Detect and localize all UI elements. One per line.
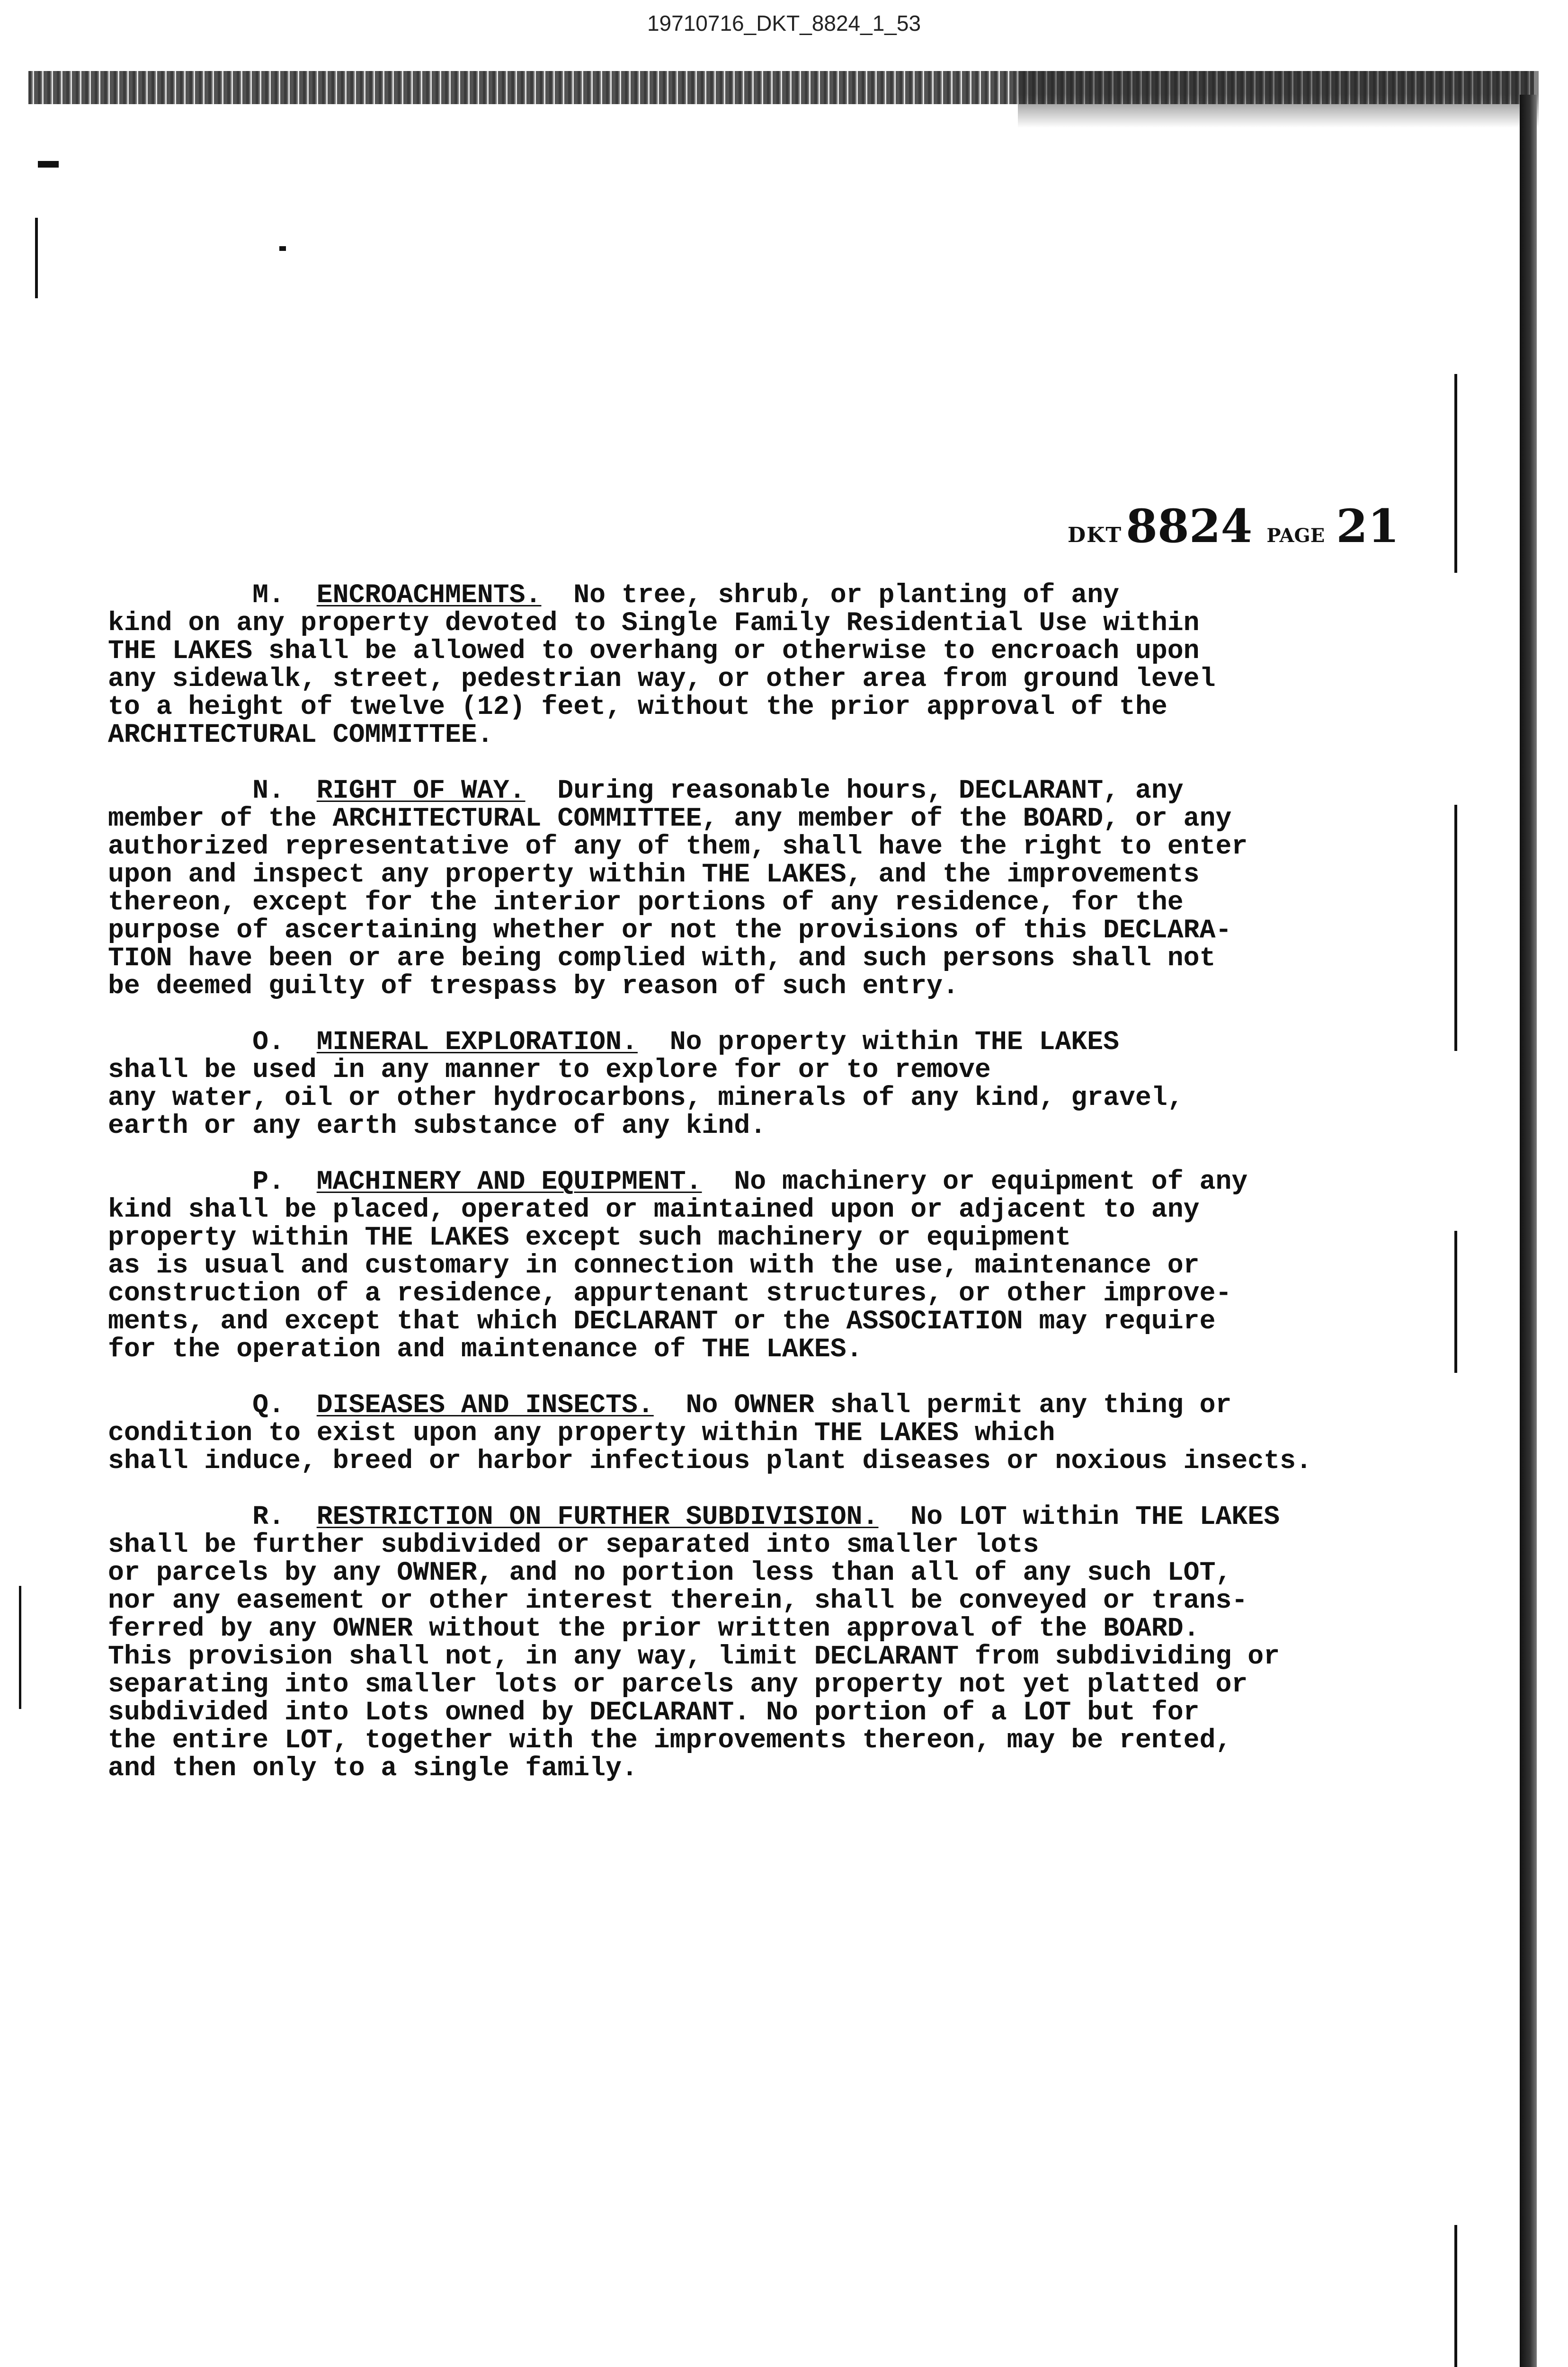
section-letter: N. — [252, 775, 285, 806]
section-title: MACHINERY AND EQUIPMENT. — [316, 1166, 702, 1197]
scan-left-tick — [35, 218, 38, 298]
text-line: for the operation and maintenance of THE LAKES. — [108, 1334, 863, 1364]
section-letter: R. — [252, 1502, 285, 1532]
text-line: shall be used in any manner to explore for or to remove — [108, 1055, 991, 1085]
text-line: shall be further subdivided or separated into smaller lots — [108, 1530, 1039, 1560]
section-title: RIGHT OF WAY. — [316, 775, 526, 806]
stamp-dkt-label: DKT — [1068, 523, 1123, 547]
text-line: construction of a residence, appurtenant structures, or other improve- — [108, 1278, 1232, 1308]
section-title: MINERAL EXPLORATION. — [316, 1027, 638, 1057]
text-line: TION have been or are being complied with, and such persons shall not — [108, 943, 1216, 973]
section-first-text: No OWNER shall permit any thing or — [686, 1390, 1232, 1420]
section-heading-line — [108, 1028, 1396, 1056]
document-id-header: 19710716_DKT_8824_1_53 — [647, 11, 921, 36]
text-line: to a height of twelve (12) feet, without the prior approval of the — [108, 692, 1167, 722]
section-first-text: No machinery or equipment of any — [734, 1166, 1248, 1197]
text-line: ARCHITECTURAL COMMITTEE. — [108, 720, 493, 750]
text-line: condition to exist upon any property within THE LAKES which — [108, 1418, 1055, 1448]
text-line: upon and inspect any property within THE LAKES, and the improvements — [108, 859, 1200, 890]
section-heading-line — [108, 1503, 1396, 1531]
stamp-book-number: 8824 — [1126, 499, 1253, 553]
section-letter: P. — [252, 1166, 285, 1197]
section-letter: Q. — [252, 1390, 285, 1420]
text-line: THE LAKES shall be allowed to overhang or otherwise to encroach upon — [108, 636, 1200, 666]
scan-right-tick — [1454, 374, 1457, 573]
section-heading-line — [108, 1391, 1396, 1419]
text-line: member of the ARCHITECTURAL COMMITTEE, any member of the BOARD, or any — [108, 803, 1232, 834]
stamp-page-label: PAGE — [1266, 525, 1325, 547]
text-line: nor any easement or other interest therein, shall be conveyed or trans- — [108, 1585, 1248, 1616]
text-line: kind on any property devoted to Single Family Residential Use within — [108, 608, 1200, 638]
recording-stamp — [1068, 499, 1399, 553]
section-p — [108, 1168, 1396, 1363]
text-line: subdivided into Lots owned by DECLARANT. No portion of a LOT but for — [108, 1697, 1200, 1727]
text-line: authorized representative of any of them, shall have the right to enter — [108, 831, 1248, 862]
section-heading-line — [108, 1168, 1396, 1196]
section-r — [108, 1503, 1396, 1782]
text-line: ferred by any OWNER without the prior written approval of the BOARD. — [108, 1613, 1200, 1644]
scan-top-shadow — [1018, 71, 1539, 128]
section-n — [108, 777, 1396, 1000]
text-line: thereon, except for the interior portions of any residence, for the — [108, 887, 1184, 917]
scan-speck — [38, 161, 59, 168]
text-line: and then only to a single family. — [108, 1753, 638, 1783]
stamp-page-number: 21 — [1336, 499, 1399, 553]
text-line: property within THE LAKES except such machinery or equipment — [108, 1222, 1071, 1253]
section-o — [108, 1028, 1396, 1140]
section-first-text: No LOT within THE LAKES — [910, 1502, 1280, 1532]
text-line: any water, oil or other hydrocarbons, minerals of any kind, gravel, — [108, 1083, 1184, 1113]
section-first-text: No property within THE LAKES — [669, 1027, 1120, 1057]
section-title: DISEASES AND INSECTS. — [316, 1390, 654, 1420]
text-line: ments, and except that which DECLARANT or the ASSOCIATION may require — [108, 1306, 1216, 1336]
text-line: This provision shall not, in any way, limit DECLARANT from subdividing or — [108, 1641, 1280, 1672]
text-line: earth or any earth substance of any kind. — [108, 1111, 766, 1141]
scan-right-tick — [1454, 805, 1457, 1051]
text-line: shall induce, breed or harbor infectious plant diseases or noxious insects. — [108, 1446, 1312, 1476]
text-line: or parcels by any OWNER, and no portion less than all of any such LOT, — [108, 1557, 1232, 1588]
section-letter: M. — [252, 580, 285, 610]
section-heading-line — [108, 581, 1396, 609]
text-line: be deemed guilty of trespass by reason of such entry. — [108, 971, 959, 1001]
scan-right-tick — [1454, 2225, 1457, 2367]
scan-right-edge — [1520, 95, 1537, 2367]
text-line: as is usual and customary in connection with the use, maintenance or — [108, 1250, 1200, 1281]
section-m — [108, 581, 1396, 749]
text-line: the entire LOT, together with the improvements thereon, may be rented, — [108, 1725, 1232, 1755]
scan-speck — [279, 246, 286, 251]
scan-left-tick — [19, 1586, 21, 1709]
scan-right-tick — [1454, 1231, 1457, 1373]
text-line: any sidewalk, street, pedestrian way, or other area from ground level — [108, 664, 1216, 694]
text-line: separating into smaller lots or parcels any property not yet platted or — [108, 1669, 1248, 1700]
section-first-text: No tree, shrub, or planting of any — [573, 580, 1120, 610]
section-title: ENCROACHMENTS. — [316, 580, 542, 610]
document-body — [108, 581, 1396, 1810]
section-q — [108, 1391, 1396, 1475]
text-line: kind shall be placed, operated or maintained upon or adjacent to any — [108, 1194, 1200, 1225]
section-first-text: During reasonable hours, DECLARANT, any — [557, 775, 1184, 806]
section-heading-line — [108, 777, 1396, 805]
section-title: RESTRICTION ON FURTHER SUBDIVISION. — [316, 1502, 879, 1532]
text-line: purpose of ascertaining whether or not the provisions of this DECLARA- — [108, 915, 1232, 945]
section-letter: O. — [252, 1027, 285, 1057]
